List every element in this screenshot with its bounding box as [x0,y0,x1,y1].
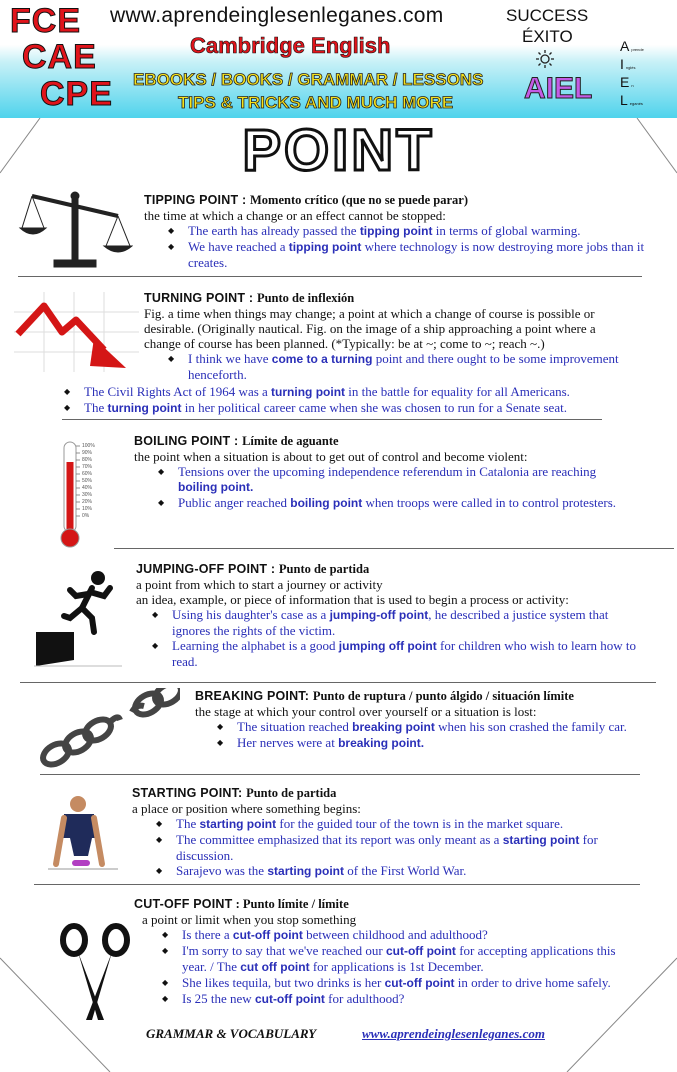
exam-fce: FCE [10,2,81,40]
section-starting-point: STARTING POINT: Punto de partida a place or position where something begins: ◆ The starting point for the guided tour of the town is in the market square. ◆ The committee emphasized that its report was only meant as a starting point for discussion. ◆ Sarajevo was the starting point of the First World War. [132,785,632,879]
aiel-logo: AIEL [524,72,593,105]
term-definition-2: an idea, example, or piece of information that is used to begin a process or activity: [136,592,569,607]
section-jumping-off-point: JUMPING-OFF POINT : Punto de partida a point from which to start a journey or activity an idea, example, or piece of information that is used to begin a process or activity: ◆ Using his daughter's case as a jumping-off point, he described a justice system that ignores the rights of the victim. ◆ Learning the alphabet is a good jumping off point for children who wish to learn how to read. [136,561,646,669]
example-item: ◆ Using his daughter's case as a jumping-off point, he described a justice system that ignores the rights of the victim. [172,607,646,638]
success-label: SUCCESS [506,6,589,25]
divider [40,774,640,775]
header-line-2: TIPS & TRICKS AND MUCH MORE [178,93,454,112]
thermometer-icon: 100% 90% 80% 70% 60% 50% 40% 30% 20% 10% 0% [58,440,118,548]
example-item: ◆ Tensions over the upcoming independence referendum in Catalonia are reaching boiling point. [178,464,634,495]
header-url[interactable]: www.aprendeinglesenleganes.com [110,4,444,27]
term-heading: TURNING POINT [144,291,246,305]
broken-chain-icon [40,688,180,770]
example-item: ◆ Is 25 the new cut-off point for adulthood? [182,991,634,1007]
term-definition: the point when a situation is about to get out of control and become violent: [134,449,528,464]
example-item: ◆ Is there a cut-off point between childhood and adulthood? [182,927,634,943]
exam-cpe: CPE [40,75,113,113]
section-breaking-point: BREAKING POINT: Punto de ruptura / punto álgido / situación límite the stage at which your control over yourself or a situation is lost: ◆ The situation reached breaking point when his son crashed the family car. ◆ Her nerves were at breaking point. [195,688,635,751]
term-translation: Punto límite / límite [242,897,349,911]
term-heading: CUT-OFF POINT [134,897,233,911]
acronym-a: Aprende [620,38,644,54]
example-item: ◆ I think we have come to a turning point and there ought to be some improvement henceforth. [188,351,634,382]
exam-cae: CAE [22,38,97,76]
exito-label: ÉXITO [522,27,573,46]
term-heading: STARTING POINT [132,786,239,800]
term-definition: the stage at which your control over yourself or a situation is lost: [195,704,537,719]
term-heading: TIPPING POINT [144,193,239,207]
term-definition: Fig. a time when things may change; a point at which a change of course is possible or desirable. (Originally nautical. Fig. on the image of a ship approaching a point where a change of course has been planned. (*Typically: be at ~; come to ~; reach ~.) [144,306,596,351]
acronym-e: En [620,74,634,90]
divider [18,276,642,277]
section-cut-off-point: CUT-OFF POINT : Punto límite / límite a point or limit when you stop something ◆ Is there a cut-off point between childhood and adulthood? ◆ I'm sorry to say that we've reached our cut-off point for accepting applications this year. / The cut off point for applications is 1st December. ◆ She likes tequila, but two drinks is her cut-off point in order to drive home safely. ◆ Is 25 the new cut-off point for adulthood? [134,896,634,1007]
cambridge-english: Cambridge English [190,33,391,58]
example-item: ◆ The Civil Rights Act of 1964 was a turning point in the battle for equality for all Americans. [84,384,654,400]
term-definition: a place or position where something begins: [132,801,361,816]
section-tipping-point: TIPPING POINT : Momento crítico (que no se puede parar) the time at which a change or an effect cannot be stopped: ◆ The earth has already passed the tipping point in terms of global warming. ◆ We have reached a tipping point where technology is now destroying more jobs than it creates. [144,192,654,270]
falling-arrow-icon [14,292,139,372]
example-item: ◆ The turning point in her political career came when she was chosen to run for a Senate seat. [84,400,654,416]
term-heading: JUMPING-OFF POINT [136,562,268,576]
term-heading: BOILING POINT [134,434,231,448]
scissors-icon [58,922,132,1022]
example-item: ◆ The earth has already passed the tipping point in terms of global warming. [188,223,654,239]
page-title: POINT [242,118,435,183]
example-item: ◆ The situation reached breaking point when his son crashed the family car. [237,719,635,735]
divider [114,548,674,549]
turning-point-extra-examples [84,384,654,416]
section-turning-point: TURNING POINT : Punto de inflexión Fig. a time when things may change; a point at which a change of course is possible or desirable. (Originally nautical. Fig. on the image of a ship approaching a point where a change of course has been planned. (*Typically: be at ~; come to ~; reach ~.) ◆ I think we have come to a turning point and there ought to be some improvement henceforth. [144,290,634,382]
jumping-person-icon [34,570,124,670]
example-item: ◆ We have reached a tipping point where technology is now destroying more jobs than it creates. [188,239,654,270]
example-item: ◆ Learning the alphabet is a good jumping off point for children who wish to learn how to read. [172,638,646,669]
footer-label: GRAMMAR & VOCABULARY [146,1026,317,1041]
section-boiling-point: BOILING POINT : Límite de aguante the point when a situation is about to get out of control and become violent: ◆ Tensions over the upcoming independence referendum in Catalonia are reaching boiling point. ◆ Public anger reached boiling point when troops were called in to control protesters. [134,433,634,511]
term-translation: Límite de aguante [242,434,339,448]
sun-icon [536,50,554,68]
header-line-1: EBOOKS / BOOKS / GRAMMAR / LESSONS [133,70,484,89]
acronym-i: Inglés [620,56,636,72]
sprinter-icon [48,794,118,872]
divider [34,884,640,885]
example-item: ◆ Public anger reached boiling point when troops were called in to control protesters. [178,495,634,511]
scales-icon [18,188,133,273]
example-item: ◆ Her nerves were at breaking point. [237,735,635,751]
header-banner [0,0,677,118]
term-definition: a point or limit when you stop something [142,912,357,927]
term-definition: the time at which a change or an effect cannot be stopped: [144,208,446,223]
term-heading: BREAKING POINT [195,689,305,703]
term-translation: Punto de partida [278,562,370,576]
term-translation: Punto de partida [246,786,337,800]
footer-link-wrap [362,1026,545,1042]
example-item: ◆ The starting point for the guided tour of the town is in the market square. [176,816,632,832]
divider [20,682,656,683]
example-item: ◆ Sarajevo was the starting point of the First World War. [176,863,632,879]
term-translation: Punto de ruptura / punto álgido / situación límite [312,689,574,703]
divider [62,419,602,420]
term-translation: Momento crítico (que no se puede parar) [250,193,469,207]
footer-link[interactable]: www.aprendeinglesenleganes.com [362,1026,545,1041]
term-definition: a point from which to start a journey or activity [136,577,383,592]
term-translation: Punto de inflexión [256,291,355,305]
example-item: ◆ The committee emphasized that its report was only meant as a starting point for discussion. [176,832,632,863]
example-item: ◆ I'm sorry to say that we've reached our cut-off point for accepting applications this year. / The cut off point for applications is 1st December. [182,943,634,975]
acronym-l: Leganés [620,92,643,108]
example-item: ◆ She likes tequila, but two drinks is her cut-off point in order to drive home safely. [182,975,634,991]
